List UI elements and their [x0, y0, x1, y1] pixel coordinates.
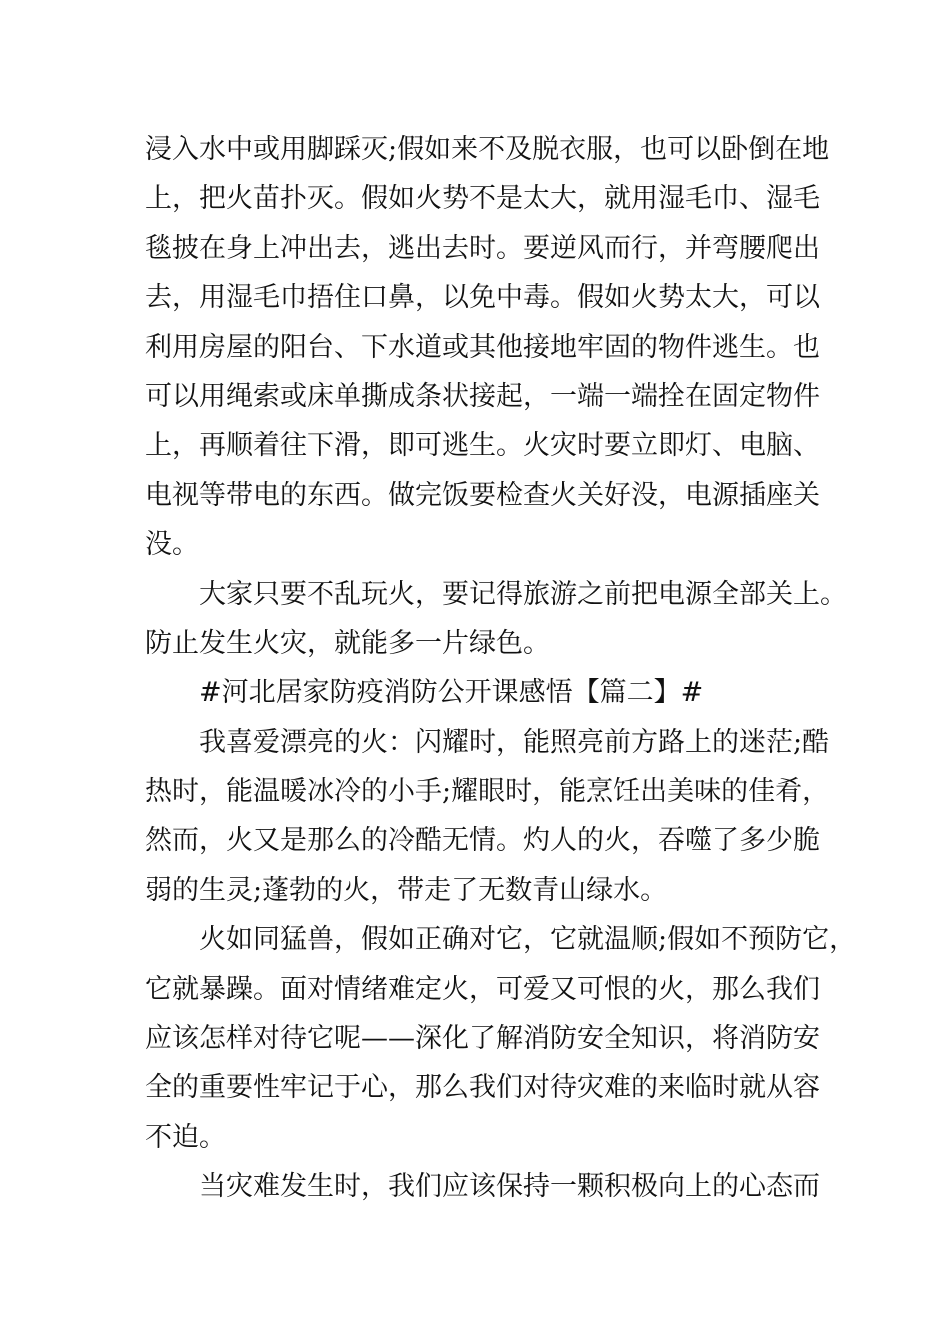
text-line: 热时，能温暖冰冷的小手;耀眼时，能烹饪出美味的佳肴， [145, 776, 830, 808]
document-body [145, 125, 857, 1212]
text-line: 浸入水中或用脚踩灭;假如来不及脱衣服，也可以卧倒在地 [145, 134, 830, 165]
text-line: 上，再顺着往下滑，即可逃生。火灾时要立即灯、电脑、 [145, 430, 820, 462]
text-line: 可以用绳索或床单撕成条状接起，一端一端拴在固定物件 [145, 380, 820, 412]
text-line: 然而，火又是那么的冷酷无情。灼人的火，吞噬了多少脆 [145, 825, 820, 857]
paragraph-fire-love [145, 718, 845, 916]
text-line: 当灾难发生时，我们应该保持一颗积极向上的心态而 [199, 1171, 820, 1203]
text-line: 电视等带电的东西。做完饭要检查火关好没，电源插座关 [145, 479, 820, 511]
section-heading [145, 668, 845, 717]
text-line: 上，把火苗扑灭。假如火势不是太大，就用湿毛巾、湿毛 [145, 183, 820, 215]
text-line: 全的重要性牢记于心，那么我们对待灾难的来临时就从容 [145, 1072, 820, 1104]
text-line: 火如同猛兽，假如正确对它，它就温顺;假如不预防它， [199, 924, 857, 956]
text-line: 利用房屋的阳台、下水道或其他接地牢固的物件逃生。也 [145, 331, 820, 363]
section-title: #河北居家防疫消防公开课感悟【篇二】# [199, 677, 704, 709]
text-line: 毯披在身上冲出去，逃出去时。要逆风而行，并弯腰爬出 [145, 232, 820, 264]
text-line: 大家只要不乱玩火，要记得旅游之前把电源全部关上。 [199, 578, 847, 610]
text-line: 它就暴躁。面对情绪难定火，可爱又可恨的火，那么我们 [145, 973, 820, 1005]
text-line: 去，用湿毛巾捂住口鼻，以免中毒。假如火势太大，可以 [145, 282, 820, 314]
text-line: 防止发生火灾，就能多一片绿色。 [145, 627, 550, 659]
paragraph-fire-escape [145, 125, 845, 570]
paragraph-disaster [145, 1162, 845, 1211]
paragraph-summary [145, 570, 845, 669]
text-line: 弱的生灵;蓬勃的火，带走了无数青山绿水。 [145, 874, 668, 906]
text-line: 不迫。 [145, 1121, 226, 1153]
text-line: 我喜爱漂亮的火：闪耀时，能照亮前方路上的迷茫;酷 [199, 726, 830, 758]
text-line: 没。 [145, 529, 199, 561]
paragraph-fire-beast [145, 915, 857, 1162]
text-line: 应该怎样对待它呢——深化了解消防安全知识，将消防安 [145, 1023, 820, 1055]
